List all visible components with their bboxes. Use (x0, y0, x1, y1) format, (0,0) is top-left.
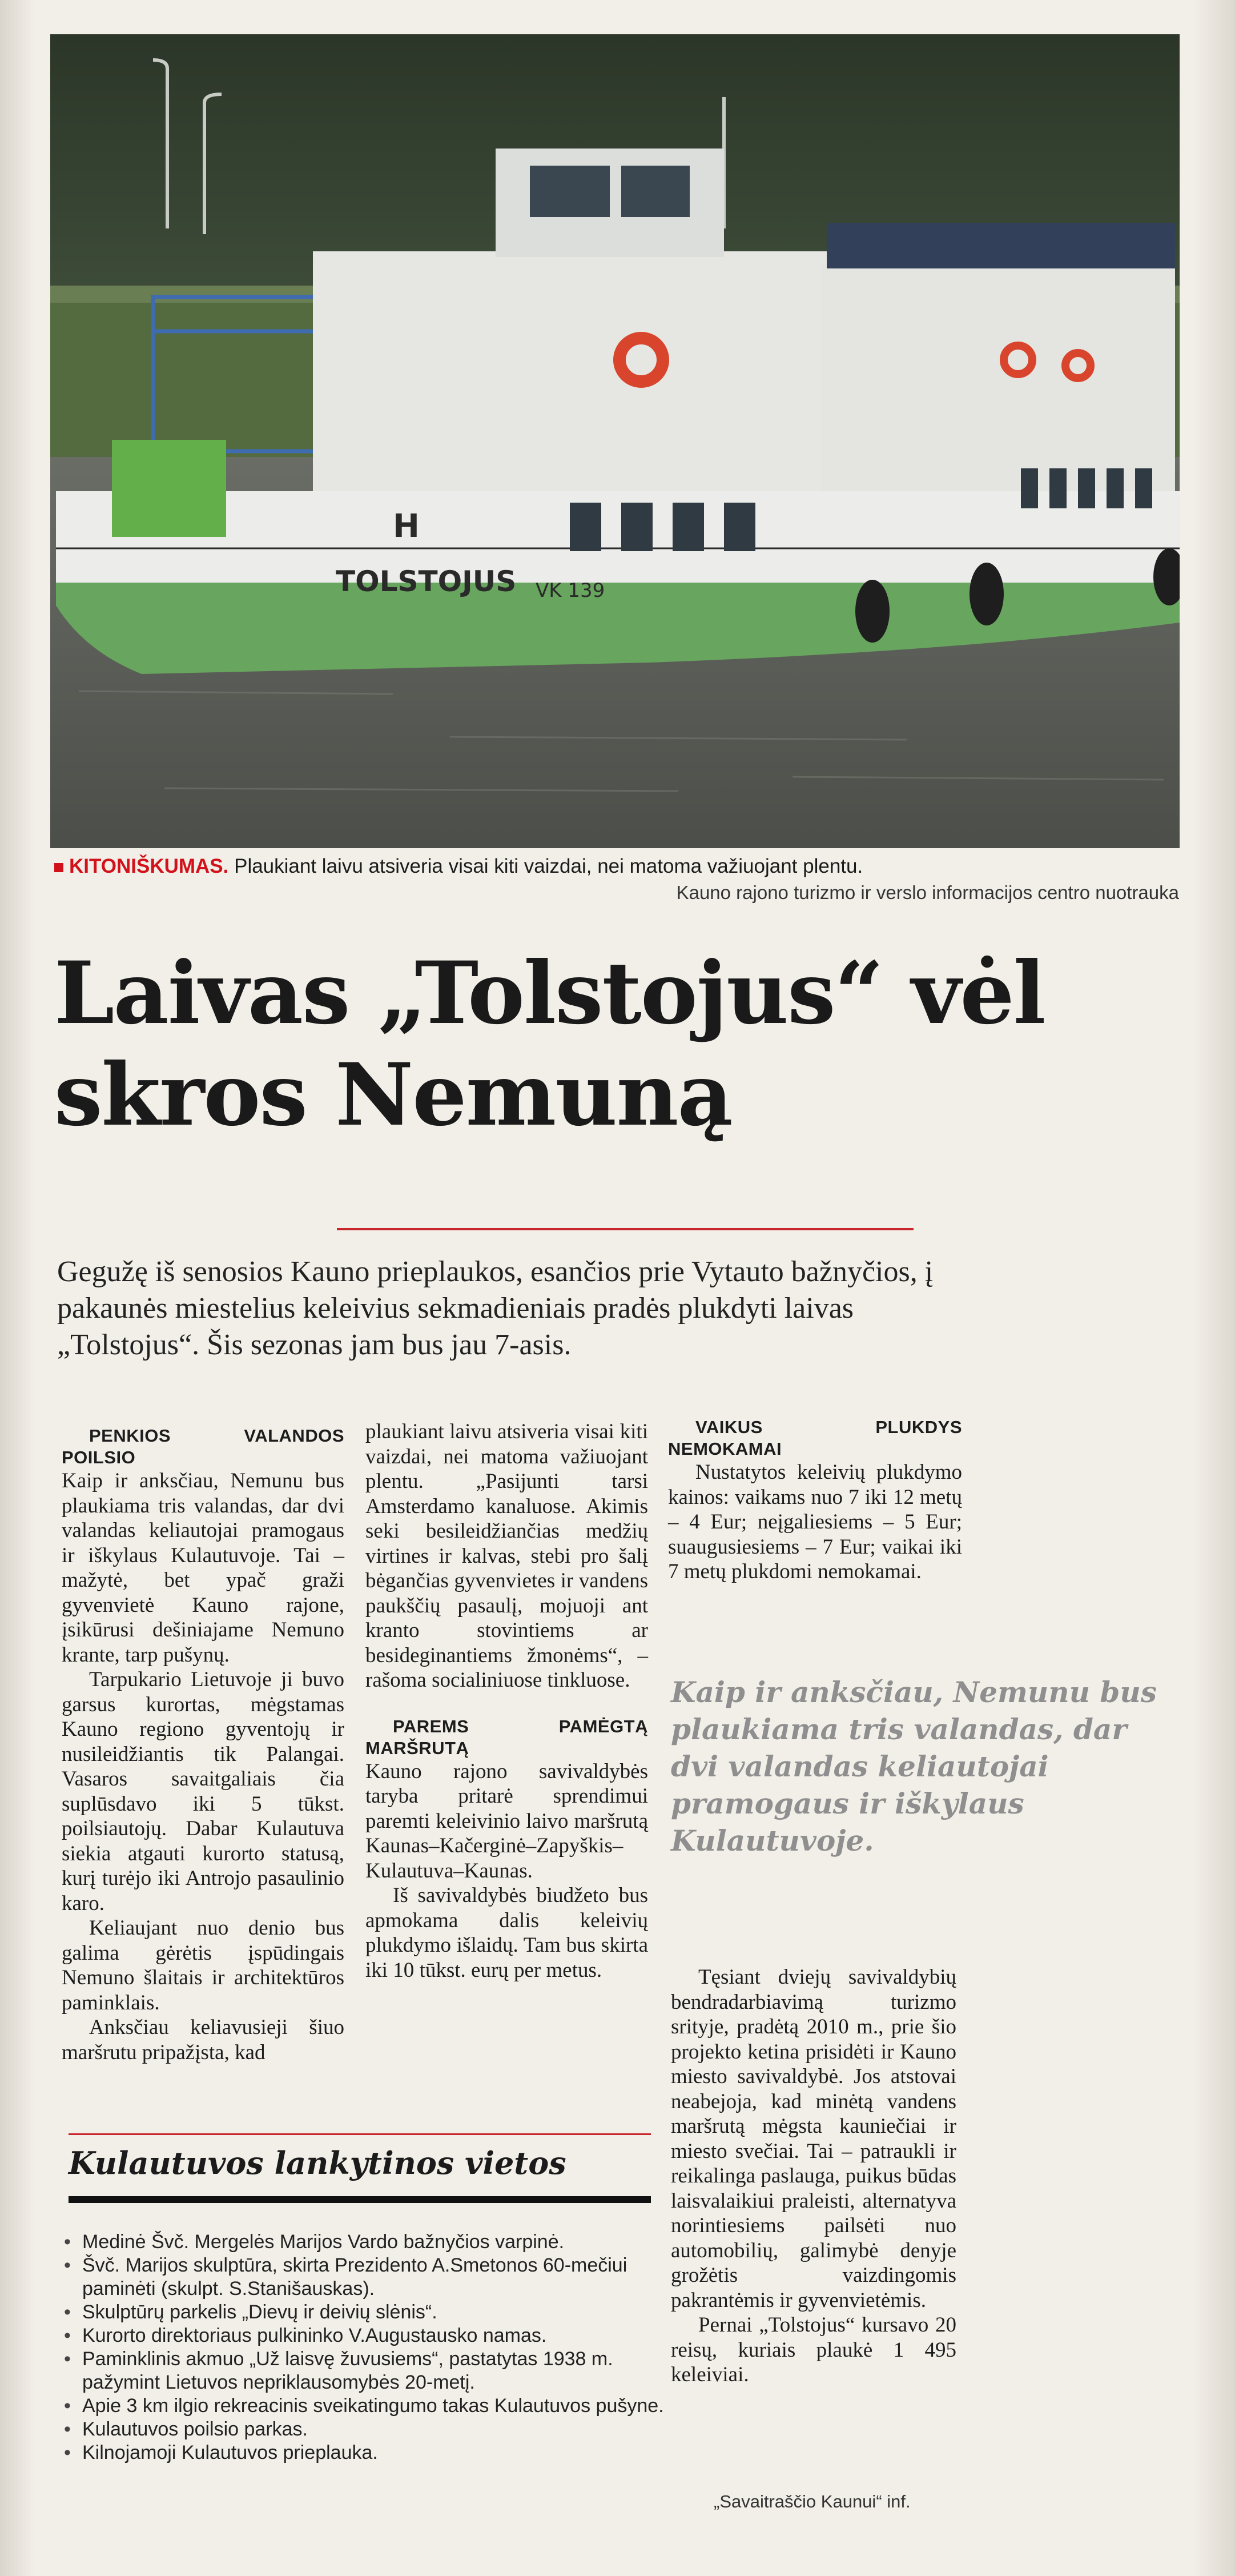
col4-paragraph-1: Tęsiant dviejų savivaldybių bendradarbiavimą turizmo srityje, pradėtą 2010 m., prie šio projekto ketina prisidėti ir Kauno miesto savivaldybė. Jos atstovai neabejoja, kad minėtą vandens maršrutą mėgsta kauniečiai ir miesto svečiai. Tai – patraukli ir reikalinga paslauga, puikus būdas laisvalaikiui praleisti, alternatyva norintiesiems pailsėti nuo automobilių, galimybė denyje grožėtis vaizdingomis pakrantėmis ir gyvenvietėmis. (671, 1965, 956, 2312)
sights-list (64, 2230, 669, 2465)
lead-paragraph: Gegužę iš senosios Kauno prieplaukos, esančios prie Vytauto bažnyčios, į pakaunės miestelius keleivius sekmadieniais pradės plukdyti laivas „Tolstojus“. Šis sezonas jam bus jau 7-asis. (57, 1255, 934, 1361)
col3-paragraph-1: Nustatytos keleivių plukdymo kainos: vaikams nuo 7 iki 12 metų – 4 Eur; neįgaliesiems – 5 Eur; suaugusiesiems – 7 Eur; vaikai iki 7 metų plukdomi nemokamai. (668, 1460, 962, 1583)
caption-text: Plaukiant laivu atsiveria visai kiti vaizdai, nei matoma važiuojant plentu. (228, 855, 863, 877)
box-heavy-rule (69, 2196, 651, 2203)
list-item: • Apie 3 km ilgio rekreacinis sveikatingumo takas Kulautuvos pušyne. (64, 2394, 669, 2418)
column-2 (365, 1419, 648, 1983)
col3-subhead: VAIKUS PLUKDYS NEMOKAMAI (668, 1417, 962, 1459)
boat-sign-text: H (393, 508, 420, 545)
list-item: • Paminklinis akmuo „Už laisvę žuvusiems“, pastatytas 1938 m. pažymint Lietuvos nepriklausomybės 20-metį. (64, 2348, 669, 2394)
column-4 (671, 1965, 956, 2388)
boat-registration-text: VK 139 (536, 579, 605, 602)
boat-photo (50, 34, 1180, 848)
box-title: Kulautuvos lankytinos vietos (69, 2145, 566, 2181)
col2-subhead: PAREMS PAMĖGTĄ MARŠRUTĄ (365, 1716, 648, 1758)
column-3 (668, 1417, 962, 1584)
list-item: • Kulautuvos poilsio parkas. (64, 2418, 669, 2441)
column-1 (62, 1425, 344, 2065)
photo-caption (54, 854, 1179, 903)
box-top-rule (69, 2133, 651, 2135)
col2-paragraph-3: Iš savivaldybės biudžeto bus apmokama dalis keleivių plukdymo išlaidų. Tam bus skirta iki 10 tūkst. eurų per metus. (365, 1884, 648, 1982)
col1-paragraph-4: Anksčiau keliavusieji šiuo maršrutu pripažįsta, kad (62, 2016, 344, 2064)
col2-paragraph-1: plaukiant laivu atsiveria visai kiti vaizdai, nei matoma važiuojant plentu. „Pasijunti tarsi Amsterdamo kanaluose. Akimis seki besileidžiančias medžių virtines ir kalvas, stebi pro šalį bėgančias gyvenvietes ir vandens paukščių pasaulį, mojuoji ant kranto stovintiems ar besideginantiems žmonėms“, – rašoma socialiniuose tinkluose. (365, 1420, 648, 1692)
col1-paragraph-2: Tarpukario Lietuvoje ji buvo garsus kurortas, mėgstamas Kauno regiono gyventojų ir nusileidžiantis tik Palangai. Vasaros savaitgaliais čia suplūsdavo iki 5 tūkst. poilsiautojų. Dabar Kulautuva siekia atgauti kurorto statusą, kurį turėjo iki Antrojo pasaulinio karo. (62, 1668, 344, 1915)
boat-name-text: TOLSTOJUS (336, 565, 517, 598)
headline-line-1: Laivas „Tolstojus“ vėl (54, 943, 1045, 1044)
col1-subhead: PENKIOS VALANDOS POILSIO (62, 1426, 344, 1467)
col1-paragraph-3: Keliaujant nuo denio bus galima gėrėtis įspūdingais Nemuno šlaitais ir architektūros paminklais. (62, 1916, 344, 2015)
col1-paragraph-1: Kaip ir anksčiau, Nemunu bus plaukiama tris valandas, dar dvi valandas keliautojai pramogaus ir iškylaus Kulautuvoje. Tai – mažytė, bet ypač graži gyvenvietė Kauno rajone, įsikūrusi dešiniajame Nemuno krante, tarp pušynų. (62, 1469, 344, 1667)
list-item: • Skulptūrų parkelis „Dievų ir deivių slėnis“. (64, 2301, 669, 2324)
list-item: • Švč. Marijos skulptūra, skirta Prezidento A.Smetonos 60-mečiui paminėti (skulpt. S.Stanišauskas). (64, 2254, 669, 2301)
headline (54, 942, 1190, 1146)
source-credit: „Savaitraščio Kaunui“ inf. (714, 2491, 911, 2511)
col4-paragraph-2: Pernai „Tolstojus“ kursavo 20 reisų, kuriais plaukė 1 495 keleiviai. (671, 2313, 956, 2386)
photo-credit: Kauno rajono turizmo ir verslo informacijos centro nuotrauka (676, 882, 1179, 903)
col2-paragraph-2: Kauno rajono savivaldybės taryba pritarė sprendimui paremti keleivinio laivo maršrutą Kaunas–Kačerginė–Zapyškis–Kulautuva–Kaunas. (365, 1759, 648, 1883)
headline-line-2: skros Nemuną (54, 1045, 732, 1145)
list-item: • Medinė Švč. Mergelės Marijos Vardo bažnyčios varpinė. (64, 2230, 669, 2254)
list-item: • Kilnojamoji Kulautuvos prieplauka. (64, 2441, 669, 2465)
boat-illustration (50, 34, 1180, 848)
caption-kicker: KITONIŠKUMAS. (69, 855, 229, 877)
pull-quote: Kaip ir anksčiau, Nemunu bus plaukiama tris valandas, dar dvi valandas keliautojai pramogaus ir iškylaus Kulautuvoje. (671, 1675, 1157, 1857)
caption-bullet-square (54, 863, 63, 872)
headline-rule (337, 1228, 914, 1230)
list-item: • Kurorto direktoriaus pulkininko V.Augustausko namas. (64, 2324, 669, 2348)
